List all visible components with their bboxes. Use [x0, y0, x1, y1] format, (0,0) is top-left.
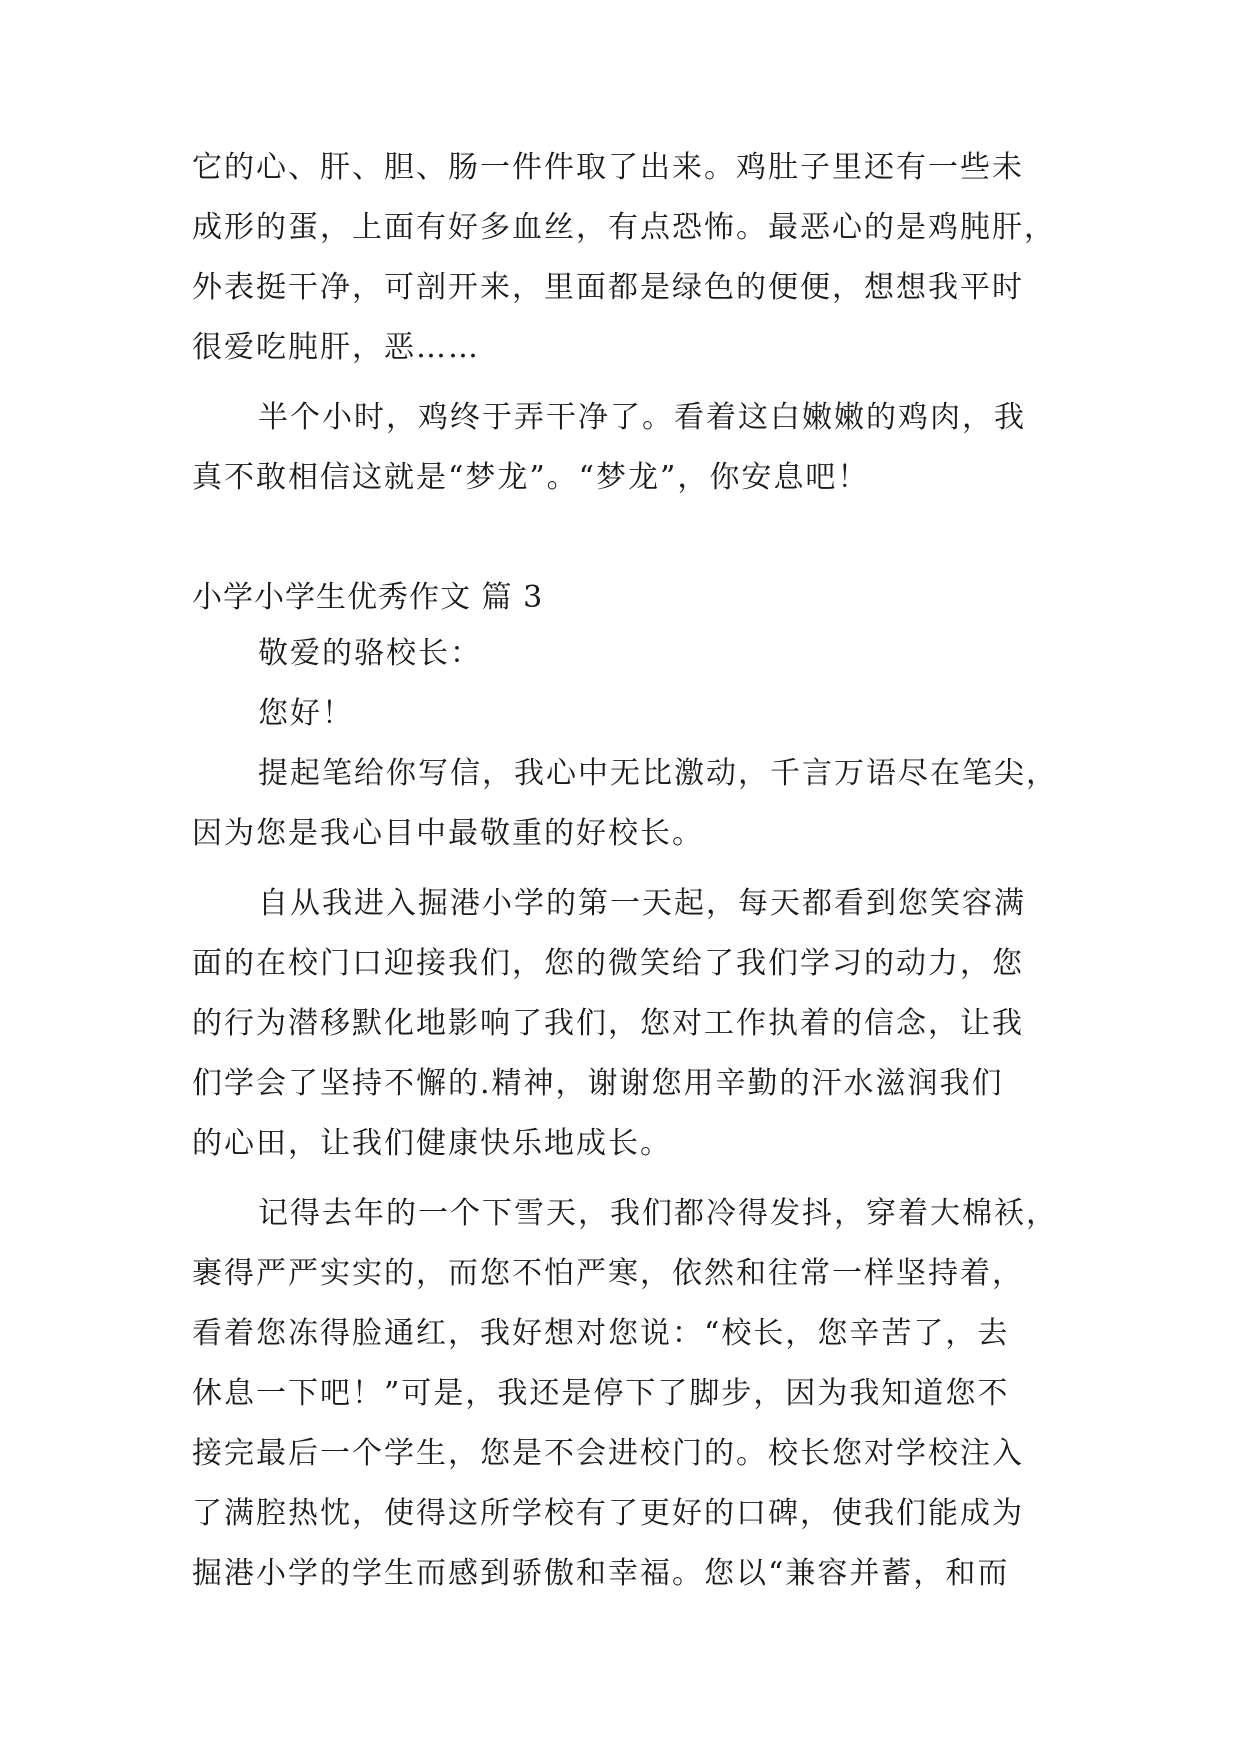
paragraph-line: 掘港小学的学生而感到骄傲和幸福。您以“兼容并蓄，和而 — [192, 1556, 1010, 1591]
paragraph-line: 很爱吃肫肝，恶…… — [192, 330, 480, 365]
paragraph-line: 因为您是我心目中最敬重的好校长。 — [192, 816, 704, 851]
paragraph-line: 休息一下吧！”可是，我还是停下了脚步，因为我知道您不 — [192, 1376, 1010, 1411]
paragraph-line: 记得去年的一个下雪天，我们都冷得发抖，穿着大棉袄， — [258, 1196, 1058, 1231]
paragraph-line: 半个小时，鸡终于弄干净了。看着这白嫩嫩的鸡肉，我 — [258, 400, 1026, 435]
letter-salutation: 敬爱的骆校长： — [258, 636, 482, 671]
paragraph-line: 的心田，让我们健康快乐地成长。 — [192, 1126, 672, 1161]
section-heading: 小学小学生优秀作文 篇 3 — [192, 580, 544, 615]
paragraph-line: 看着您冻得脸通红，我好想对您说：“校长，您辛苦了，去 — [192, 1316, 1010, 1351]
paragraph-line: 成形的蛋，上面有好多血丝，有点恐怖。最恶心的是鸡肫肝， — [192, 210, 1056, 245]
paragraph-line: 的行为潜移默化地影响了我们，您对工作执着的信念，让我 — [192, 1006, 1024, 1041]
paragraph-line: 自从我进入掘港小学的第一天起，每天都看到您笑容满 — [258, 886, 1026, 921]
paragraph-line: 真不敢相信这就是“梦龙”。“梦龙”，你安息吧！ — [192, 460, 870, 495]
paragraph-line: 了满腔热忱，使得这所学校有了更好的口碑，使我们能成为 — [192, 1496, 1024, 1531]
letter-greeting: 您好！ — [258, 696, 354, 731]
paragraph-line: 接完最后一个学生，您是不会进校门的。校长您对学校注入 — [192, 1436, 1024, 1471]
paragraph-line: 裹得严严实实的，而您不怕严寒，依然和往常一样坚持着， — [192, 1256, 1024, 1291]
paragraph-line: 提起笔给你写信，我心中无比激动，千言万语尽在笔尖， — [258, 756, 1058, 791]
paragraph-line: 面的在校门口迎接我们，您的微笑给了我们学习的动力，您 — [192, 946, 1024, 981]
paragraph-line: 它的心、肝、胆、肠一件件取了出来。鸡肚子里还有一些未 — [192, 150, 1024, 185]
paragraph-line: 外表挺干净，可剖开来，里面都是绿色的便便，想想我平时 — [192, 270, 1024, 305]
paragraph-line: 们学会了坚持不懈的.精神，谢谢您用辛勤的汗水滋润我们 — [192, 1066, 1004, 1101]
